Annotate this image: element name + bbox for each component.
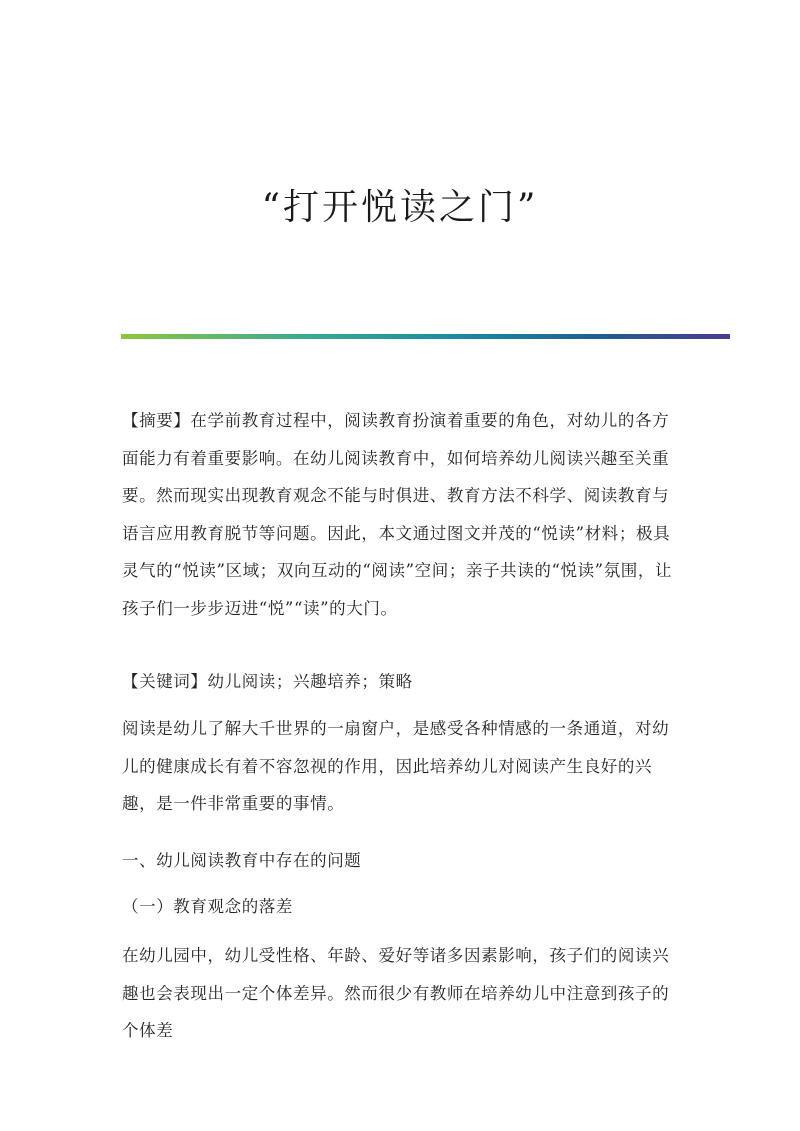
body-paragraph-text: 在幼儿园中，幼儿受性格、年龄、爱好等诸多因素影响，孩子们的阅读兴趣也会表现出一定个体差异。然而很少有教师在培养幼儿中注意到孩子的个体差 xyxy=(122,946,670,1040)
body-paragraph-text: 阅读是幼儿了解大千世界的一扇窗户，是感受各种情感的一条通道，对幼儿的健康成长有着不容忽视的作用，因此培养幼儿对阅读产生良好的兴趣，是一件非常重要的事情。 xyxy=(122,719,670,813)
gradient-divider xyxy=(121,334,730,339)
section-heading xyxy=(122,842,682,880)
keywords-paragraph xyxy=(122,663,682,701)
abstract-paragraph xyxy=(122,402,682,627)
body-paragraph xyxy=(122,710,682,823)
subsection-heading-text: （一）教育观念的落差 xyxy=(122,897,293,916)
section-heading-text: 一、幼儿阅读教育中存在的问题 xyxy=(122,851,362,870)
abstract-text: 【摘要】在学前教育过程中，阅读教育扮演着重要的角色，对幼儿的各方面能力有着重要影响。在幼儿阅读教育中，如何培养幼儿阅读兴趣至关重要。然而现实出现教育观念不能与时俱进、教育方法不科学、阅读教育与语言应用教育脱节等问题。因此，本文通过图文并茂的“悦读”材料；极具灵气的“悦读”区域；双向互动的“阅读”空间；亲子共读的“悦读”氛围，让孩子们一步步迈进“悦”“读”的大门。 xyxy=(122,411,673,618)
body-paragraph xyxy=(122,937,682,1050)
document-title: “打开悦读之门” xyxy=(261,187,539,228)
keywords-text: 【关键词】幼儿阅读；兴趣培养；策略 xyxy=(122,672,413,691)
subsection-heading xyxy=(122,888,682,926)
